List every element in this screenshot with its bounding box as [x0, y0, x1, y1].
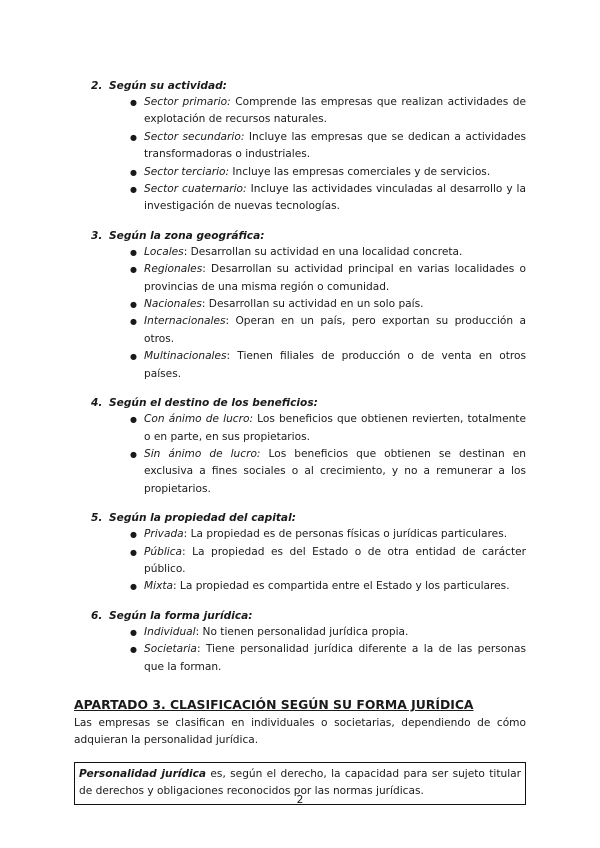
section	[74, 228, 526, 383]
bullet-icon: ●	[130, 645, 137, 655]
section-heading	[91, 395, 526, 411]
item-description: Incluye las empresas que se dedican a actividades transformadoras o industriales.	[144, 130, 527, 161]
bullet-icon: ●	[130, 530, 137, 540]
page-number: 2	[296, 794, 304, 806]
definition-text: es, según el derecho, la capacidad para ser sujeto titular de derechos y obligaciones reconocidos por las normas jurídicas.	[79, 767, 521, 798]
item-description: Incluye las empresas comerciales y de servicios.	[229, 165, 491, 178]
section-number: 5.	[91, 512, 103, 525]
bullet-icon: ●	[130, 185, 137, 195]
item-description: : Desarrollan su actividad principal en varias localidades o provincias de una misma región o comunidad.	[144, 263, 526, 293]
section	[74, 510, 526, 596]
item-term: Internacionales	[144, 315, 226, 328]
item-term: Sector primario:	[144, 96, 231, 108]
item-description: : La propiedad es compartida entre el Estado y los particulares.	[173, 580, 510, 593]
section	[74, 395, 526, 498]
list-item	[74, 313, 526, 348]
list-item	[74, 244, 526, 261]
item-term: Mixta	[144, 580, 173, 593]
item-term: Individual	[144, 625, 196, 638]
item-description: : Desarrollan su actividad en un solo país.	[201, 298, 424, 311]
item-term: Locales	[144, 245, 184, 258]
definition-term: Personalidad jurídica	[79, 767, 207, 780]
section-heading	[91, 510, 526, 526]
bullet-icon: ●	[130, 582, 137, 592]
bullet-list	[74, 526, 526, 596]
section-title: Según la forma jurídica:	[109, 609, 253, 622]
item-description: : Operan en un país, pero exportan su producción a otros.	[144, 315, 526, 345]
item-description: Los beneficios que obtienen revierten, totalmente o en parte, en sus propietarios.	[144, 413, 526, 443]
section-heading	[91, 228, 526, 244]
item-term: Sin ánimo de lucro:	[144, 447, 261, 460]
bullet-icon: ●	[130, 265, 137, 275]
section-heading	[91, 608, 526, 624]
list-item	[74, 544, 526, 579]
section-title: Según la propiedad del capital:	[109, 512, 296, 525]
bullet-icon: ●	[130, 247, 137, 257]
bullet-icon: ●	[130, 415, 137, 425]
item-term: Societaria	[144, 643, 197, 656]
item-term: Privada	[144, 528, 184, 541]
bullet-icon: ●	[130, 98, 137, 107]
list-item	[74, 411, 526, 446]
bullet-list	[74, 411, 526, 498]
item-description: Incluye las actividades vinculadas al desarrollo y la investigación de nuevas tecnologías.	[144, 183, 526, 213]
item-term: Con ánimo de lucro:	[144, 413, 254, 426]
classification-list	[74, 78, 526, 676]
item-term: Multinacionales	[144, 350, 227, 363]
item-term: Pública	[144, 545, 183, 558]
section-number: 3.	[91, 229, 103, 242]
item-description: : La propiedad es del Estado o de otra entidad de carácter público.	[144, 545, 526, 575]
item-description: : No tienen personalidad jurídica propia.	[195, 625, 409, 638]
bullet-icon: ●	[130, 627, 137, 637]
bullet-list	[74, 624, 526, 676]
list-item	[74, 296, 526, 313]
bullet-list	[74, 94, 526, 216]
item-description: Los beneficios que obtienen se destinan en exclusiva a fines sociales o al crecimiento, y no a remunerar a los propietarios.	[144, 447, 526, 495]
section-number: 6.	[91, 609, 103, 622]
bullet-icon: ●	[130, 132, 137, 142]
bullet-icon: ●	[130, 352, 137, 362]
section-title: Según su actividad:	[109, 80, 227, 92]
section-heading	[91, 78, 526, 94]
page-content	[74, 78, 526, 805]
list-item	[74, 181, 526, 216]
section-title: Según la zona geográfica:	[109, 229, 265, 242]
bullet-icon: ●	[130, 317, 137, 327]
item-term: Sector cuaternario:	[144, 183, 247, 196]
section-title: Según el destino de los beneficios:	[109, 397, 318, 410]
list-item	[74, 526, 526, 543]
bullet-icon: ●	[130, 300, 137, 310]
bullet-icon: ●	[130, 167, 137, 177]
list-item	[74, 261, 526, 296]
apartado-heading: APARTADO 3. CLASIFICACIÓN SEGÚN SU FORMA JURÍDICA	[74, 696, 474, 712]
section	[74, 78, 526, 216]
apartado-paragraph: Las empresas se clasifican en individuales o societarias, dependiendo de cómo adquieran la personalidad jurídica.	[74, 716, 526, 747]
item-description: : Tienen filiales de producción o de venta en otros países.	[144, 350, 526, 380]
item-term: Sector secundario:	[144, 130, 245, 143]
bullet-list	[74, 244, 526, 383]
list-item	[74, 129, 526, 164]
list-item	[74, 164, 526, 181]
bullet-icon: ●	[130, 547, 137, 557]
list-item	[74, 641, 526, 676]
list-item	[74, 624, 526, 641]
list-item	[74, 94, 526, 129]
item-term: Nacionales	[144, 298, 202, 311]
section-number: 4.	[91, 397, 103, 410]
item-description: : La propiedad es de personas físicas o jurídicas particulares.	[183, 528, 508, 541]
section-number: 2.	[91, 80, 103, 92]
item-description: : Desarrollan su actividad en una localidad concreta.	[183, 245, 463, 258]
item-description: : Tiene personalidad jurídica diferente a la de las personas que la forman.	[144, 643, 526, 673]
list-item	[74, 348, 526, 383]
section	[74, 608, 526, 676]
item-term: Regionales	[144, 263, 203, 276]
item-term: Sector terciario:	[144, 165, 230, 178]
list-item	[74, 446, 526, 498]
bullet-icon: ●	[130, 449, 137, 459]
item-description: Comprende las empresas que realizan actividades de explotación de recursos naturales.	[144, 96, 527, 126]
list-item	[74, 578, 526, 595]
